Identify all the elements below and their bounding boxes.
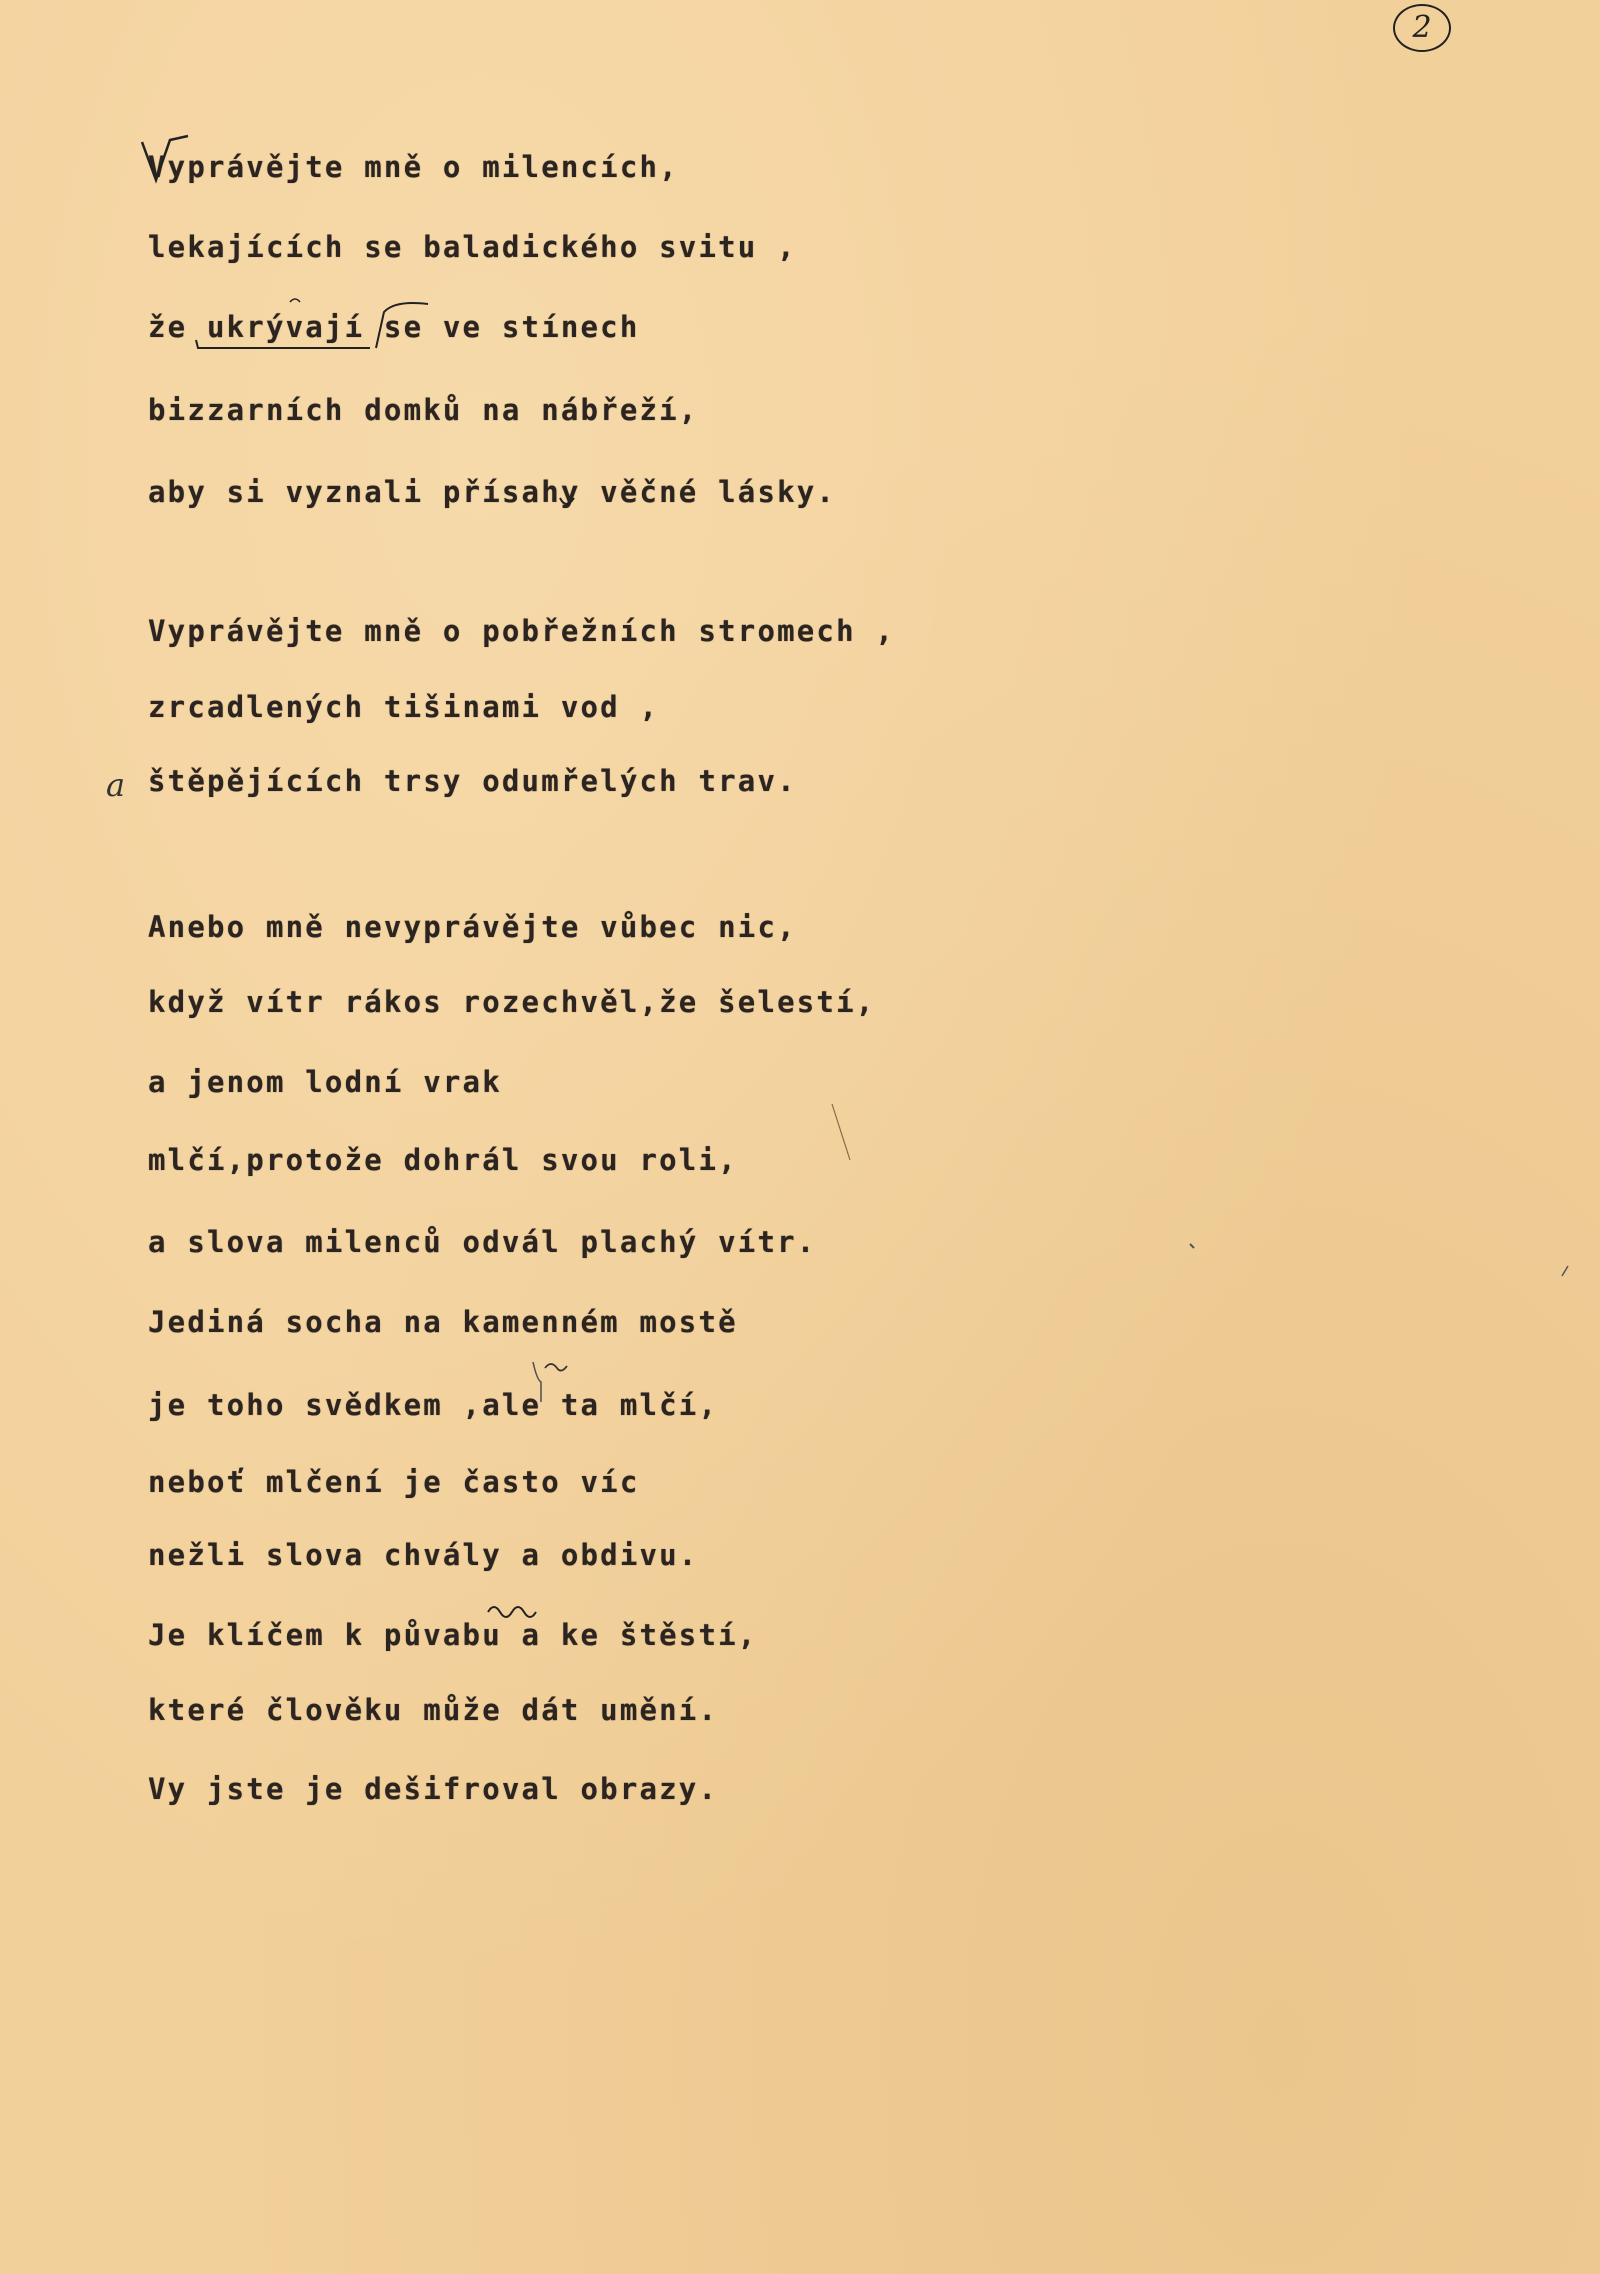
poem-line: že ukrývají se ve stínech [148, 310, 640, 344]
poem-line: mlčí,protože dohrál svou roli, [148, 1143, 738, 1177]
poem-line: které člověku může dát umění. [148, 1693, 719, 1727]
poem-line: nežli slova chvály a obdivu. [148, 1538, 699, 1572]
poem-line: Jediná socha na kamenném mostě [148, 1305, 738, 1339]
poem-line: když vítr rákos rozechvěl,že šelestí, [148, 985, 876, 1019]
page-number: 2 [1393, 4, 1451, 52]
poem-line: neboť mlčení je často víc [148, 1465, 640, 1499]
poem-line: lekajících se baladického svitu , [148, 230, 797, 264]
poem-line: Vyprávějte mně o pobřežních stromech , [148, 614, 896, 648]
handwritten-margin-note: a [106, 766, 126, 804]
poem-line: a slova milenců odvál plachý vítr. [148, 1225, 817, 1259]
poem-line: štěpějících trsy odumřelých trav. [148, 764, 797, 798]
poem-line: Vyprávějte mně o milencích, [148, 150, 679, 184]
poem-line: Anebo mně nevyprávějte vůbec nic, [148, 910, 797, 944]
poem-line: Je klíčem k půvabu a ke štěstí, [148, 1618, 758, 1652]
handwritten-squiggle-icon [488, 1607, 536, 1617]
poem-line: zrcadlených tišinami vod , [148, 690, 660, 724]
poem-line: aby si vyznali přísahy věčné lásky. [148, 475, 837, 509]
poem-line: a jenom lodní vrak [148, 1065, 502, 1099]
poem-line: je toho svědkem ,ale ta mlčí, [148, 1388, 719, 1422]
poem-line: bizzarních domků na nábřeží, [148, 393, 699, 427]
poem-line: Vy jste je dešifroval obrazy. [148, 1772, 719, 1806]
